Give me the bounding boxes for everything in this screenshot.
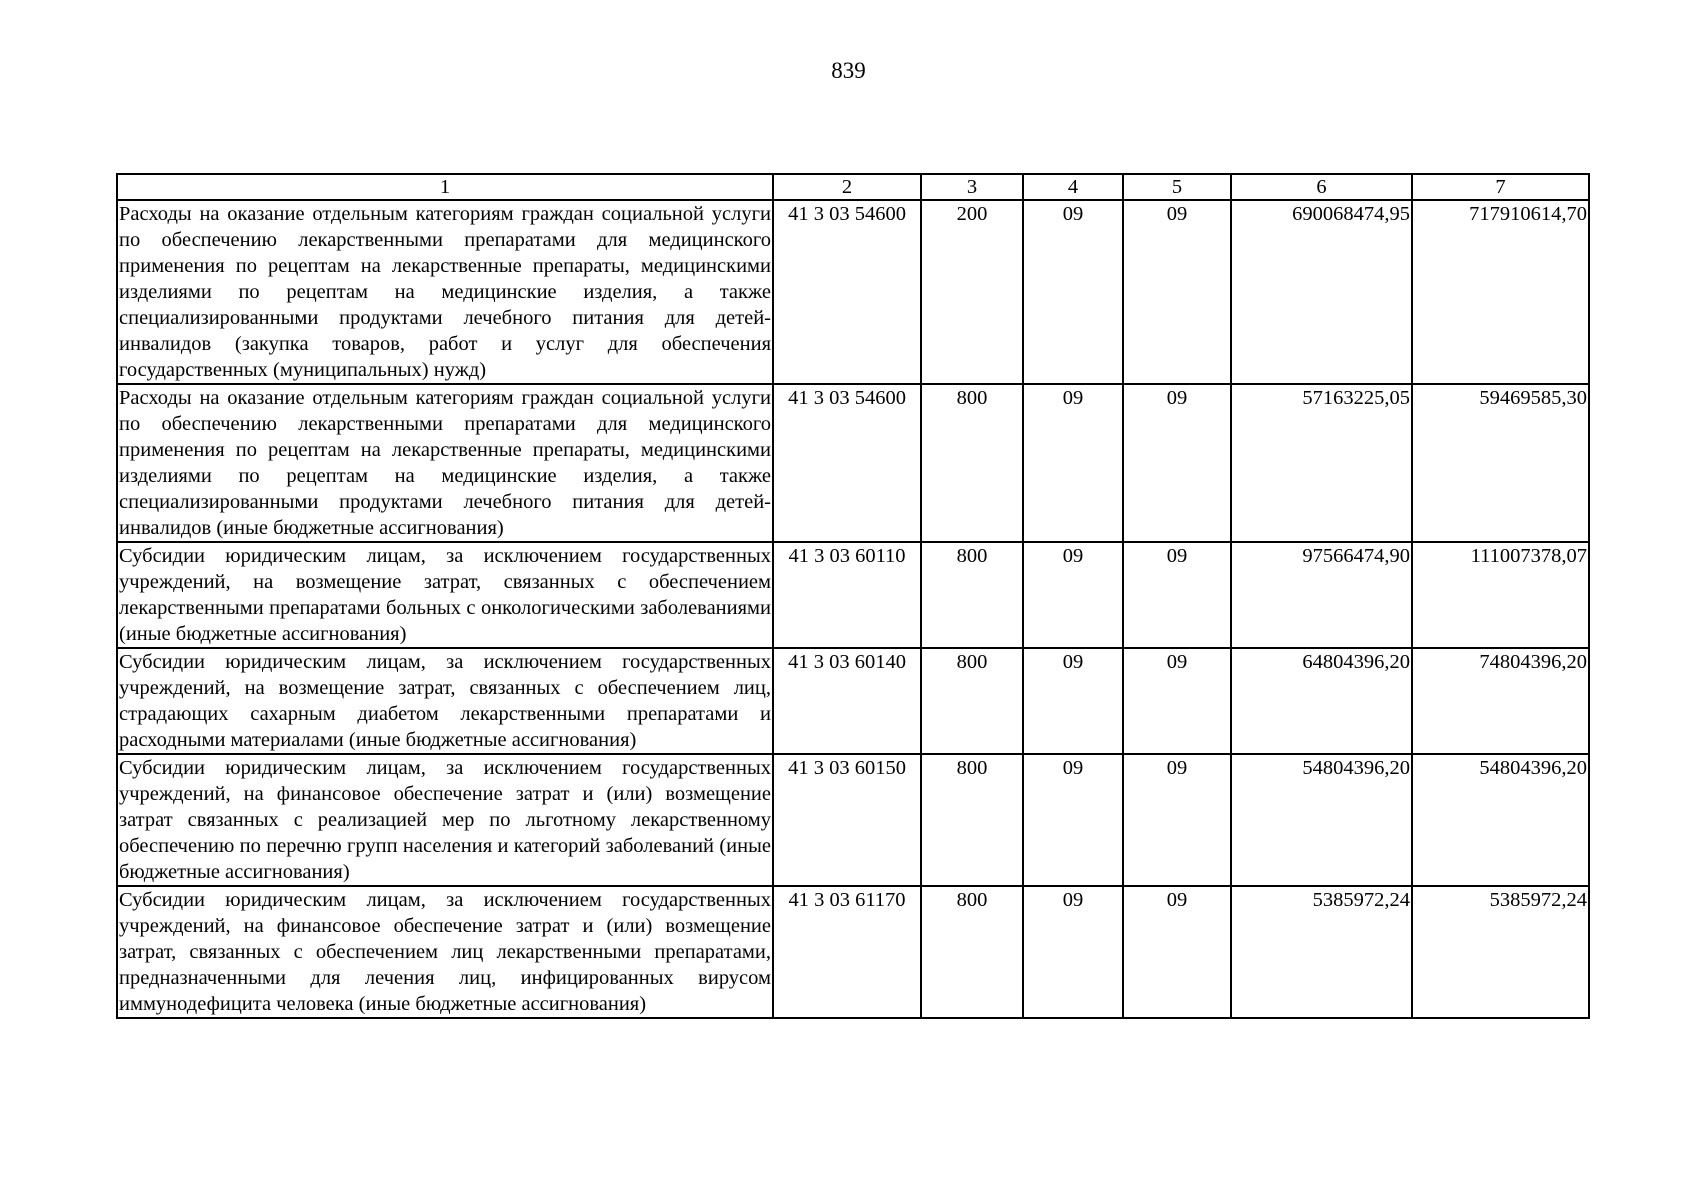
column-header: 6 bbox=[1231, 174, 1412, 200]
row-expense-type: 800 bbox=[921, 542, 1023, 648]
row-expense-type: 800 bbox=[921, 648, 1023, 754]
row-section: 09 bbox=[1023, 886, 1123, 1018]
row-sum-col7: 54804396,20 bbox=[1412, 754, 1589, 886]
row-section: 09 bbox=[1023, 542, 1123, 648]
row-code: 41 3 03 54600 bbox=[773, 200, 921, 384]
row-code: 41 3 03 60140 bbox=[773, 648, 921, 754]
row-sum-col6: 5385972,24 bbox=[1231, 886, 1412, 1018]
column-header: 1 bbox=[117, 174, 773, 200]
row-subsection: 09 bbox=[1123, 542, 1231, 648]
table-row bbox=[117, 384, 1589, 542]
row-code: 41 3 03 60150 bbox=[773, 754, 921, 886]
row-description: Субсидии юридическим лицам, за исключением государственных учреждений, на возмещение затрат, связанных с обеспечением лекарственными препаратами больных с онкологическими заболеваниями (иные бюджетные ассигнования) bbox=[117, 542, 773, 648]
row-subsection: 09 bbox=[1123, 384, 1231, 542]
column-header: 5 bbox=[1123, 174, 1231, 200]
row-description: Расходы на оказание отдельным категориям граждан социальной услуги по обеспечению лекарственными препаратами для медицинского применения по рецептам на лекарственные препараты, медицинскими изделиями по рецептам на медицинские изделия, а также специализированными продуктами лечебного питания для детей-инвалидов (закупка товаров, работ и услуг для обеспечения государственных (муниципальных) нужд) bbox=[117, 200, 773, 384]
row-sum-col7: 717910614,70 bbox=[1412, 200, 1589, 384]
row-sum-col6: 54804396,20 bbox=[1231, 754, 1412, 886]
row-sum-col7: 59469585,30 bbox=[1412, 384, 1589, 542]
row-section: 09 bbox=[1023, 384, 1123, 542]
row-code: 41 3 03 60110 bbox=[773, 542, 921, 648]
row-subsection: 09 bbox=[1123, 754, 1231, 886]
row-description: Расходы на оказание отдельным категориям граждан социальной услуги по обеспечению лекарственными препаратами для медицинского применения по рецептам на лекарственные препараты, медицинскими изделиями по рецептам на медицинские изделия, а также специализированными продуктами лечебного питания для детей-инвалидов (иные бюджетные ассигнования) bbox=[117, 384, 773, 542]
row-sum-col7: 74804396,20 bbox=[1412, 648, 1589, 754]
table-row bbox=[117, 886, 1589, 1018]
row-expense-type: 200 bbox=[921, 200, 1023, 384]
row-description: Субсидии юридическим лицам, за исключением государственных учреждений, на возмещение затрат, связанных с обеспечением лиц, страдающих сахарным диабетом лекарственными препаратами и расходными материалами (иные бюджетные ассигнования) bbox=[117, 648, 773, 754]
table-row bbox=[117, 754, 1589, 886]
row-code: 41 3 03 54600 bbox=[773, 384, 921, 542]
budget-table bbox=[116, 173, 1590, 1019]
column-header: 4 bbox=[1023, 174, 1123, 200]
row-expense-type: 800 bbox=[921, 754, 1023, 886]
row-sum-col6: 57163225,05 bbox=[1231, 384, 1412, 542]
row-section: 09 bbox=[1023, 200, 1123, 384]
row-sum-col7: 5385972,24 bbox=[1412, 886, 1589, 1018]
row-sum-col6: 97566474,90 bbox=[1231, 542, 1412, 648]
row-section: 09 bbox=[1023, 648, 1123, 754]
row-description: Субсидии юридическим лицам, за исключением государственных учреждений, на финансовое обеспечение затрат и (или) возмещение затрат, связанных с обеспечением лиц лекарственными препаратами, предназначенными для лечения лиц, инфицированных вирусом иммунодефицита человека (иные бюджетные ассигнования) bbox=[117, 886, 773, 1018]
row-sum-col6: 64804396,20 bbox=[1231, 648, 1412, 754]
row-subsection: 09 bbox=[1123, 886, 1231, 1018]
row-sum-col6: 690068474,95 bbox=[1231, 200, 1412, 384]
column-header: 7 bbox=[1412, 174, 1589, 200]
page-number: 839 bbox=[831, 58, 866, 83]
row-sum-col7: 111007378,07 bbox=[1412, 542, 1589, 648]
table-row bbox=[117, 542, 1589, 648]
row-subsection: 09 bbox=[1123, 200, 1231, 384]
column-header: 2 bbox=[773, 174, 921, 200]
row-expense-type: 800 bbox=[921, 384, 1023, 542]
header-row bbox=[117, 174, 1589, 200]
row-code: 41 3 03 61170 bbox=[773, 886, 921, 1018]
column-header: 3 bbox=[921, 174, 1023, 200]
row-subsection: 09 bbox=[1123, 648, 1231, 754]
row-description: Субсидии юридическим лицам, за исключением государственных учреждений, на финансовое обеспечение затрат и (или) возмещение затрат связанных с реализацией мер по льготному лекарственному обеспечению по перечню групп населения и категорий заболеваний (иные бюджетные ассигнования) bbox=[117, 754, 773, 886]
table-row bbox=[117, 200, 1589, 384]
table-row bbox=[117, 648, 1589, 754]
row-section: 09 bbox=[1023, 754, 1123, 886]
row-expense-type: 800 bbox=[921, 886, 1023, 1018]
